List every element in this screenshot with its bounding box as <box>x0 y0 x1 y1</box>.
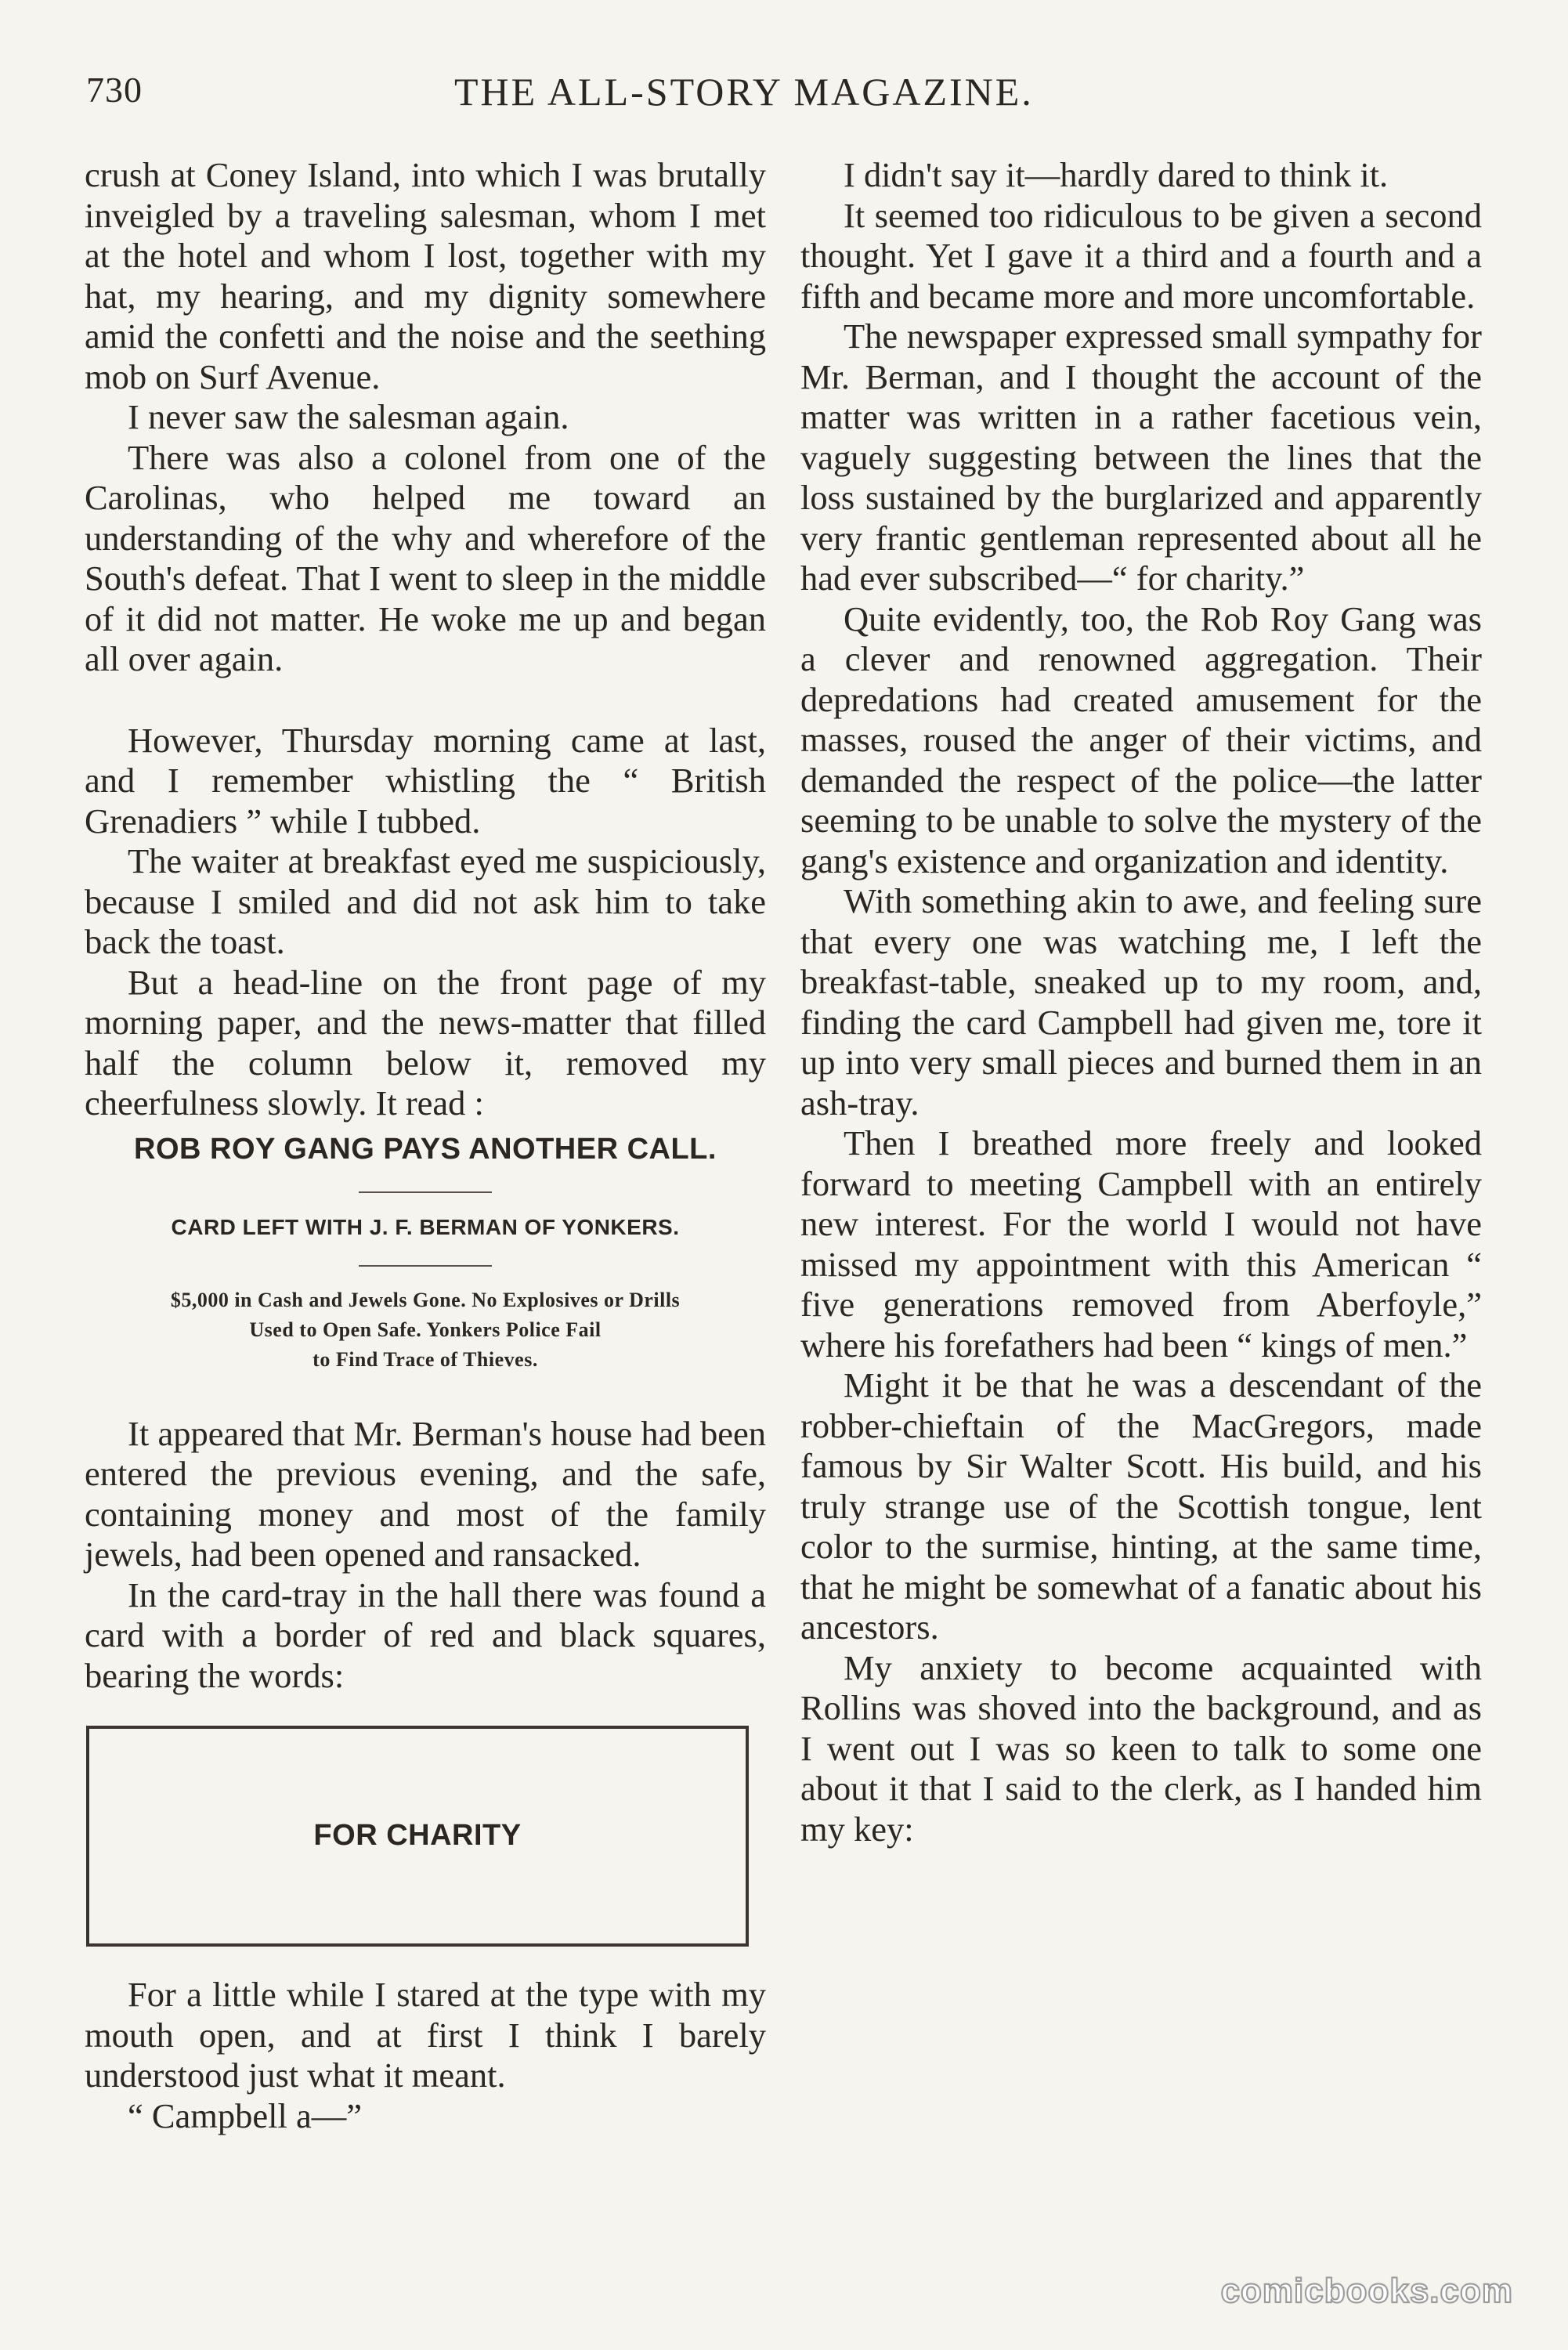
divider <box>359 1191 492 1193</box>
paragraph: The waiter at breakfast eyed me suspiciously, because I smiled and did not ask him to take back the toast. <box>85 841 766 961</box>
right-column <box>800 155 1482 1849</box>
paragraph: It appeared that Mr. Berman's house had been entered the previous evening, and the safe, containing money and most of the family jewels, had been opened and ransacked. <box>85 1413 766 1574</box>
paragraph: In the card-tray in the hall there was found a card with a border of red and black squares, bearing the words: <box>85 1574 766 1695</box>
paragraph: crush at Coney Island, into which I was brutally inveigled by a traveling salesman, whom I met at the hotel and whom I lost, together with my hat, my hearing, and my dignity somewhere amid the confetti and the noise and the seething mob on Surf Avenue. <box>85 155 766 396</box>
paragraph: It seemed too ridiculous to be given a second thought. Yet I gave it a third and a fourth and a fifth and became more and more uncomfortable. <box>800 195 1482 316</box>
headline-sub: CARD LEFT WITH J. F. BERMAN OF YONKERS. <box>171 1214 680 1239</box>
headline-main: ROB ROY GANG PAYS ANOTHER CALL. <box>134 1132 717 1166</box>
page-number: 730 <box>86 70 143 110</box>
paragraph: With something akin to awe, and feeling sure that every one was watching me, I left the breakfast-table, sneaked up to my room, and, finding the card Campbell had given me, tore it up into very small pieces and burned them in an ash-tray. <box>800 881 1482 1123</box>
watermark: comicbooks.com <box>1220 2272 1513 2310</box>
paragraph: Quite evidently, too, the Rob Roy Gang was a clever and renowned aggregation. Their depredations had created amusement for the masses, roused the anger of their victims, and demanded the respect of the police—the latter seeming to be unable to solve the mystery of the gang's existence and organization and identity. <box>800 598 1482 880</box>
paragraph: My anxiety to become acquainted with Rollins was shoved into the background, and as I went out I was so keen to talk to some one about it that I said to the clerk, as I handed him my key: <box>800 1647 1482 1849</box>
page-header <box>0 69 1568 124</box>
paragraph: For a little while I stared at the type with my mouth open, and at first I think I barely understood just what it meant. <box>85 1975 766 2095</box>
divider <box>359 1265 492 1267</box>
headline-deck-line: to Find Trace of Thieves. <box>313 1347 538 1371</box>
card-text: FOR CHARITY <box>313 1819 522 1853</box>
paragraph: But a head-line on the front page of my morning paper, and the news-matter that filled half the column below it, removed my cheerfulness slowly. It read : <box>85 962 766 1123</box>
paragraph: “ Campbell a—” <box>128 2095 363 2135</box>
paragraph: Then I breathed more freely and looked forward to meeting Campbell with an entirely new interest. For the world I would not have missed my appointment with this American “ five generations removed from Aberfoyle,” where his forefathers had been “ kings of men.” <box>800 1123 1482 1365</box>
running-head: THE ALL-STORY MAGAZINE. <box>454 70 1034 114</box>
paragraph: Might it be that he was a descendant of the robber-chieftain of the MacGregors, made famous by Sir Walter Scott. His build, and his truly strange use of the Scottish tongue, lent color to the surmise, hinting, at the same time, that he might be somewhat of a fanatic about his ancestors. <box>800 1365 1482 1647</box>
newspaper-clipping <box>85 1130 766 1373</box>
left-column <box>85 155 766 2136</box>
charity-card <box>86 1726 749 1947</box>
paragraph: I never saw the salesman again. <box>128 397 569 436</box>
paragraph: I didn't say it—hardly dared to think it. <box>844 155 1389 194</box>
paragraph: The newspaper expressed small sympathy for Mr. Berman, and I thought the account of the matter was written in a rather facetious vein, vaguely suggesting between the lines that the loss sustained by the burglarized and apparently very frantic gentleman represented about all he had ever subscribed—“ for charity.” <box>800 316 1482 598</box>
paragraph: However, Thursday morning came at last, and I remember whistling the “ British Grenadiers ” while I tubbed. <box>85 720 766 841</box>
headline-deck-line: $5,000 in Cash and Jewels Gone. No Explosives or Drills <box>170 1288 681 1311</box>
paragraph: There was also a colonel from one of the Carolinas, who helped me toward an understanding of the why and wherefore of the South's defeat. That I went to sleep in the middle of it did not matter. He woke me up and began all over again. <box>85 437 766 678</box>
headline-deck-line: Used to Open Safe. Yonkers Police Fail <box>249 1318 602 1341</box>
